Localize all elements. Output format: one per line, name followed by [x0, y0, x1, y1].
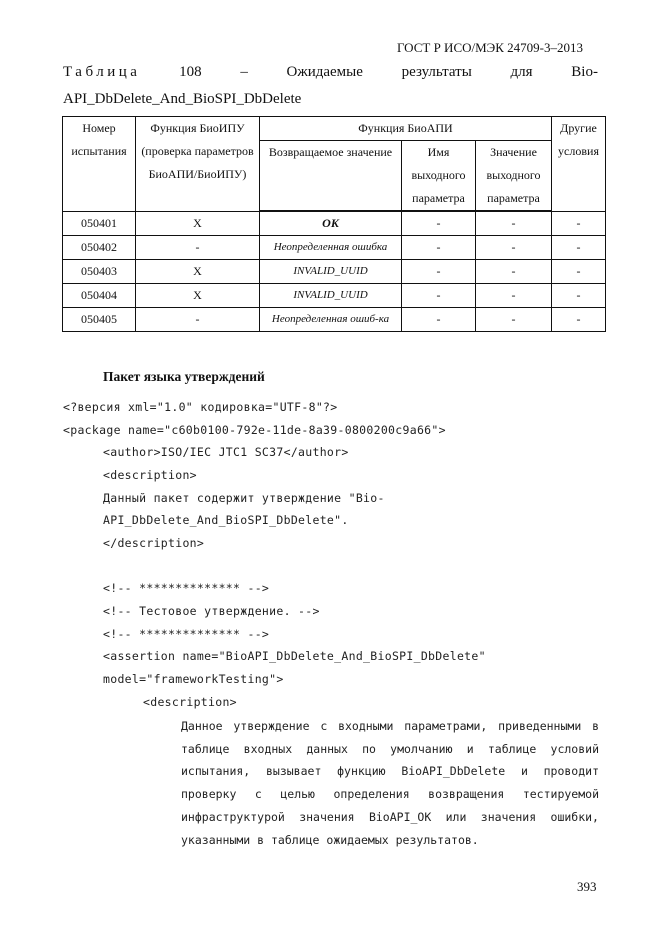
cell-return-value: OK	[260, 211, 402, 236]
caption-word: результаты	[401, 64, 472, 80]
header-bioipu-function: Функция БиоИПУ (проверка параметров БиоАПИ/БиоИПУ)	[136, 117, 260, 212]
cell-other: -	[552, 260, 606, 284]
code-line: Данный пакет содержит утверждение "Bio-	[103, 491, 385, 505]
cell-param-value: -	[476, 211, 552, 236]
cell-check: X	[136, 260, 260, 284]
code-line: </description>	[103, 536, 205, 550]
assertion-description-text: Данное утверждение с входными параметрами, приведенными в таблице входных данных по умолчанию и таблице условий испытания, вызывает функцию BioAPI_DbDelete и проводит проверку с целью определения возвращения тестируемой инфраструктурой значения BioAPI_OK или значения ошибки, указанными в таблице ожидаемых результатов.	[181, 719, 599, 847]
cell-param-name: -	[402, 236, 476, 260]
table-caption	[63, 64, 598, 81]
code-line: <author>ISO/IEC JTC1 SC37</author>	[103, 445, 349, 459]
cell-check: -	[136, 236, 260, 260]
table-row	[63, 211, 606, 236]
header-output-param-value: Значение выходного параметра	[476, 141, 552, 212]
cell-param-name: -	[402, 284, 476, 308]
cell-param-name: -	[402, 211, 476, 236]
table-row	[63, 260, 606, 284]
code-line: API_DbDelete_And_BioSPI_DbDelete".	[103, 513, 349, 527]
code-line: <?версия xml="1.0" кодировка="UTF-8"?>	[63, 400, 338, 414]
cell-test-number: 050402	[63, 236, 136, 260]
table-row	[63, 284, 606, 308]
cell-other: -	[552, 236, 606, 260]
cell-return-value: INVALID_UUID	[260, 284, 402, 308]
header-return-value: Возвращаемое значение	[260, 141, 402, 212]
cell-param-value: -	[476, 236, 552, 260]
cell-test-number: 050404	[63, 284, 136, 308]
code-line: <!-- ************** -->	[103, 581, 270, 595]
cell-other: -	[552, 211, 606, 236]
header-bioapi-function: Функция БиоАПИ	[260, 117, 552, 141]
cell-param-value: -	[476, 308, 552, 332]
code-line: <!-- Тестовое утверждение. -->	[103, 604, 320, 618]
code-line: model="frameworkTesting">	[103, 672, 284, 686]
cell-check: X	[136, 284, 260, 308]
cell-test-number: 050405	[63, 308, 136, 332]
cell-return-value: INVALID_UUID	[260, 260, 402, 284]
header-test-number: Номер испытания	[63, 117, 136, 212]
cell-param-name: -	[402, 260, 476, 284]
table-row	[63, 308, 606, 332]
caption-word: 108	[179, 64, 202, 80]
cell-check: -	[136, 308, 260, 332]
caption-word: Таблица	[63, 64, 141, 80]
cell-other: -	[552, 308, 606, 332]
caption-word: Bio-	[571, 64, 598, 80]
header-other-conditions: Другие условия	[552, 117, 606, 212]
code-line: <description>	[143, 695, 237, 709]
header-output-param-name: Имя выходного параметра	[402, 141, 476, 212]
code-line: <!-- ************** -->	[103, 627, 270, 641]
page-number: 393	[577, 879, 597, 894]
cell-test-number: 050403	[63, 260, 136, 284]
section-heading: Пакет языка утверждений	[103, 369, 265, 384]
standard-header: ГОСТ Р ИСО/МЭК 24709-3–2013	[396, 40, 583, 55]
expected-results-table	[62, 116, 606, 332]
code-line: <assertion name="BioAPI_DbDelete_And_BioSPI_DbDelete"	[103, 649, 486, 663]
cell-check: X	[136, 211, 260, 236]
cell-param-value: -	[476, 284, 552, 308]
cell-param-value: -	[476, 260, 552, 284]
caption-word: Ожидаемые	[286, 64, 363, 80]
table-row	[63, 236, 606, 260]
cell-param-name: -	[402, 308, 476, 332]
cell-return-value: Неопределенная ошиб-ка	[260, 308, 402, 332]
code-line: <description>	[103, 468, 197, 482]
caption-word: для	[510, 64, 533, 80]
cell-test-number: 050401	[63, 211, 136, 236]
caption-word: –	[240, 64, 248, 80]
cell-other: -	[552, 284, 606, 308]
code-line: <package name="c60b0100-792e-11de-8a39-0800200c9a66">	[63, 423, 446, 437]
table-caption-continuation: API_DbDelete_And_BioSPI_DbDelete	[63, 91, 302, 107]
cell-return-value: Неопределенная ошибка	[260, 236, 402, 260]
